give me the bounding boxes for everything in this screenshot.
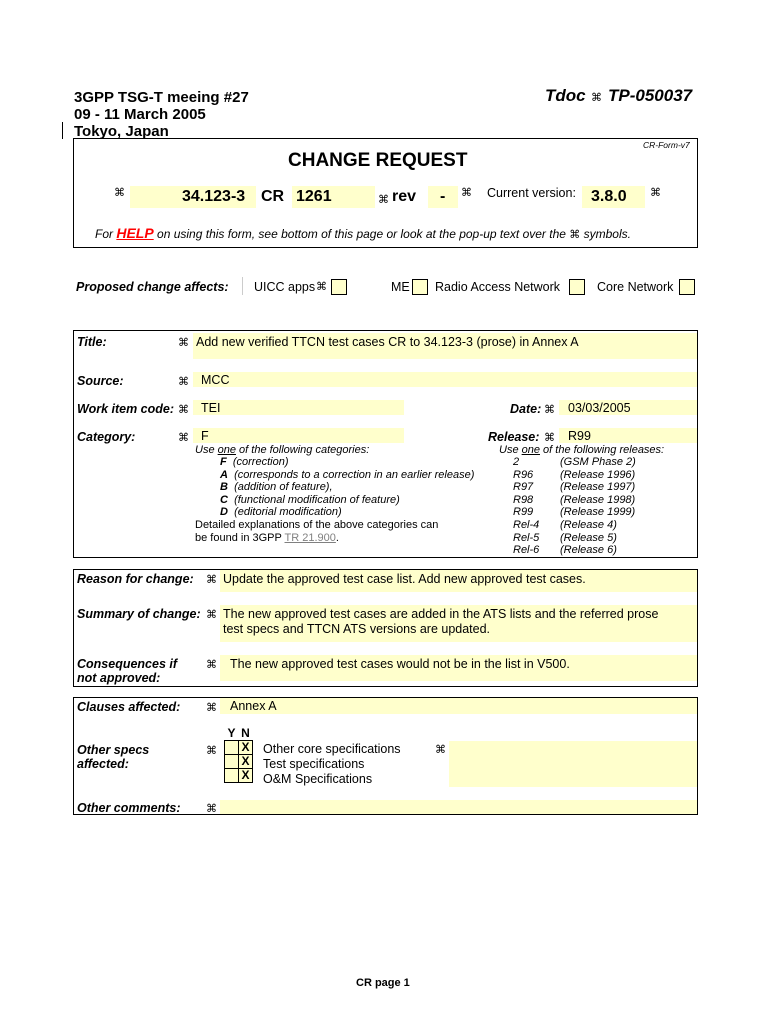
- meeting-location: Tokyo, Japan: [74, 123, 169, 140]
- category-desc: (corresponds to a correction in an earlier release): [234, 468, 475, 481]
- summary-line-1: The new approved test cases are added in the ATS lists and the referred prose: [223, 607, 659, 621]
- source-field[interactable]: [193, 372, 697, 387]
- reason-label: Reason for change:: [77, 572, 194, 586]
- release-value: R99: [568, 429, 591, 443]
- command-icon: ⌘: [435, 743, 446, 756]
- y-header: Y: [225, 727, 239, 741]
- category-code: C: [220, 493, 228, 506]
- date-label: Date:: [510, 402, 542, 416]
- detail-pre: be found in 3GPP: [195, 532, 285, 544]
- releases-intro: [499, 444, 664, 457]
- category-desc: (correction): [232, 456, 289, 468]
- list-item: [220, 506, 474, 519]
- release-code: R99: [513, 506, 534, 519]
- ran-checkbox[interactable]: [569, 279, 585, 295]
- release-desc: (GSM Phase 2): [560, 456, 636, 468]
- category-field[interactable]: [193, 428, 404, 443]
- release-desc: (Release 5): [560, 531, 617, 544]
- release-code: Rel-6: [513, 544, 540, 557]
- command-icon: ⌘: [206, 701, 217, 714]
- command-icon: ⌘: [178, 336, 189, 349]
- list-item: [513, 506, 636, 519]
- command-icon: ⌘: [591, 91, 602, 104]
- list-item: [513, 532, 636, 545]
- me-label: ME: [391, 280, 410, 294]
- consequences-label-2: not approved:: [77, 671, 161, 685]
- command-icon: ⌘: [206, 573, 217, 586]
- other-comments-label: Other comments:: [77, 801, 181, 815]
- specs-yn-table: [224, 727, 253, 783]
- release-desc: (Release 1999): [560, 506, 636, 519]
- uicc-apps-checkbox[interactable]: [331, 279, 347, 295]
- release-code: R96: [513, 468, 534, 481]
- ran-label: Radio Access Network: [435, 280, 561, 294]
- list-item: [513, 494, 636, 507]
- y-checkbox[interactable]: [225, 741, 239, 755]
- meeting-dates: 09 - 11 March 2005: [74, 106, 206, 123]
- command-icon: ⌘: [544, 431, 555, 444]
- releases-intro-post: of the following releases:: [539, 444, 665, 456]
- categories-intro: [195, 444, 369, 457]
- list-item: [513, 456, 636, 469]
- source-label: Source:: [77, 374, 124, 388]
- list-item: [513, 519, 636, 532]
- rev-value: -: [440, 188, 446, 205]
- help-link[interactable]: HELP: [116, 225, 154, 241]
- list-item: [220, 494, 474, 507]
- categories-list: [220, 456, 474, 519]
- y-checkbox[interactable]: [225, 769, 239, 783]
- affects-label: Proposed change affects:: [76, 280, 229, 294]
- detail-post: .: [335, 532, 339, 544]
- work-item-label: Work item code:: [77, 402, 175, 416]
- category-code: D: [220, 506, 228, 519]
- tr-21900-link[interactable]: TR 21.900: [284, 532, 336, 544]
- category-desc: (functional modification of feature): [234, 493, 400, 506]
- consequences-label-1: Consequences if: [77, 657, 178, 671]
- clauses-label: Clauses affected:: [77, 700, 181, 714]
- other-specs-label-2: affected:: [77, 757, 129, 771]
- n-header: N: [239, 727, 253, 741]
- release-desc: (Release 1998): [560, 493, 636, 506]
- current-version-label: Current version:: [487, 186, 576, 200]
- spec-number: 34.123-3: [182, 188, 246, 205]
- spec-other-core: Other core specifications: [263, 742, 401, 756]
- help-text: on using this form, see bottom of this page or look at the pop-up text over the: [157, 227, 566, 241]
- list-item: [220, 469, 474, 482]
- release-code: R97: [513, 481, 534, 494]
- categories-detail-1: Detailed explanations of the above categories can: [195, 519, 439, 531]
- title-label: Title:: [77, 335, 107, 349]
- n-checkbox[interactable]: X: [239, 741, 253, 755]
- uicc-apps-label: UICC apps: [254, 280, 316, 294]
- help-end: symbols.: [583, 227, 631, 241]
- date-value: 03/03/2005: [568, 401, 631, 415]
- command-icon: ⌘: [461, 186, 472, 199]
- category-desc: (editorial modification): [234, 506, 342, 519]
- form-version: CR-Form-v7: [643, 140, 690, 150]
- divider: [242, 277, 243, 295]
- meeting-name: 3GPP TSG-T meeing #27: [74, 89, 249, 106]
- category-value: F: [201, 429, 209, 443]
- release-code: R98: [513, 493, 534, 506]
- page-number: CR page 1: [356, 977, 410, 989]
- work-item-field[interactable]: [193, 400, 404, 415]
- command-icon: ⌘: [378, 193, 389, 206]
- command-icon: ⌘: [206, 608, 217, 621]
- command-icon: ⌘: [114, 186, 125, 199]
- summary-label: Summary of change:: [77, 607, 201, 621]
- other-specs-label-1: Other specs: [77, 743, 150, 757]
- core-network-label: Core Network: [597, 280, 674, 294]
- other-specs-field[interactable]: [449, 741, 697, 787]
- command-icon: ⌘: [178, 375, 189, 388]
- category-code: F: [220, 456, 227, 468]
- command-icon: ⌘: [206, 744, 217, 757]
- release-desc: (Release 6): [560, 544, 617, 557]
- command-icon: ⌘: [206, 802, 217, 815]
- release-code: Rel-5: [513, 531, 540, 544]
- n-checkbox[interactable]: X: [239, 769, 253, 783]
- cr-label: CR: [261, 188, 285, 205]
- clauses-value: Annex A: [230, 699, 277, 713]
- reason-value: Update the approved test case list. Add new approved test cases.: [223, 572, 586, 586]
- categories-intro-post: of the following categories:: [235, 444, 370, 456]
- tdoc-number: TP-050037: [608, 86, 693, 105]
- category-label: Category:: [77, 430, 136, 444]
- list-item: [513, 469, 636, 482]
- command-icon: ⌘: [569, 228, 581, 241]
- rev-label: rev: [392, 188, 417, 205]
- release-label: Release:: [488, 430, 540, 444]
- spec-test: Test specifications: [263, 757, 365, 771]
- categories-detail-2: [195, 532, 339, 545]
- categories-intro-pre: Use: [195, 444, 218, 456]
- cr-title: CHANGE REQUEST: [288, 150, 468, 171]
- summary-line-2: test specs and TTCN ATS versions are updated.: [223, 622, 491, 636]
- categories-intro-one: one: [217, 444, 236, 456]
- releases-intro-pre: Use: [499, 444, 522, 456]
- list-item: [513, 481, 636, 494]
- consequences-value: The new approved test cases would not be in the list in V500.: [230, 657, 570, 671]
- me-checkbox[interactable]: [412, 279, 428, 295]
- list-item: [220, 481, 474, 494]
- command-icon: ⌘: [178, 403, 189, 416]
- list-item: [220, 456, 474, 469]
- help-line: [95, 225, 631, 241]
- core-network-checkbox[interactable]: [679, 279, 695, 295]
- command-icon: ⌘: [544, 403, 555, 416]
- release-desc: (Release 1997): [560, 481, 636, 494]
- command-icon: ⌘: [316, 280, 327, 293]
- clauses-field[interactable]: [220, 698, 697, 714]
- work-item-value: TEI: [201, 401, 221, 415]
- y-checkbox[interactable]: [225, 755, 239, 769]
- releases-intro-one: one: [521, 444, 540, 456]
- command-icon: ⌘: [650, 186, 661, 199]
- category-code: B: [220, 481, 228, 494]
- source-value: MCC: [201, 373, 230, 387]
- release-desc: (Release 4): [560, 518, 617, 531]
- help-prefix: For: [95, 227, 113, 241]
- release-code: 2: [513, 456, 520, 468]
- title-value: Add new verified TTCN test cases CR to 34.123-3 (prose) in Annex A: [196, 335, 579, 349]
- release-code: Rel-4: [513, 518, 540, 531]
- category-desc: (addition of feature),: [234, 481, 333, 494]
- n-checkbox[interactable]: X: [239, 755, 253, 769]
- other-comments-field[interactable]: [220, 800, 697, 814]
- release-desc: (Release 1996): [560, 468, 636, 481]
- tdoc-label: Tdoc: [545, 86, 586, 105]
- command-icon: ⌘: [206, 658, 217, 671]
- spec-om: O&M Specifications: [263, 772, 373, 786]
- current-version: 3.8.0: [591, 188, 627, 205]
- command-icon: ⌘: [178, 431, 189, 444]
- cursor-bar: [62, 122, 63, 139]
- releases-list: [513, 456, 636, 557]
- category-code: A: [220, 468, 228, 481]
- cr-number: 1261: [296, 188, 332, 205]
- list-item: [513, 544, 636, 557]
